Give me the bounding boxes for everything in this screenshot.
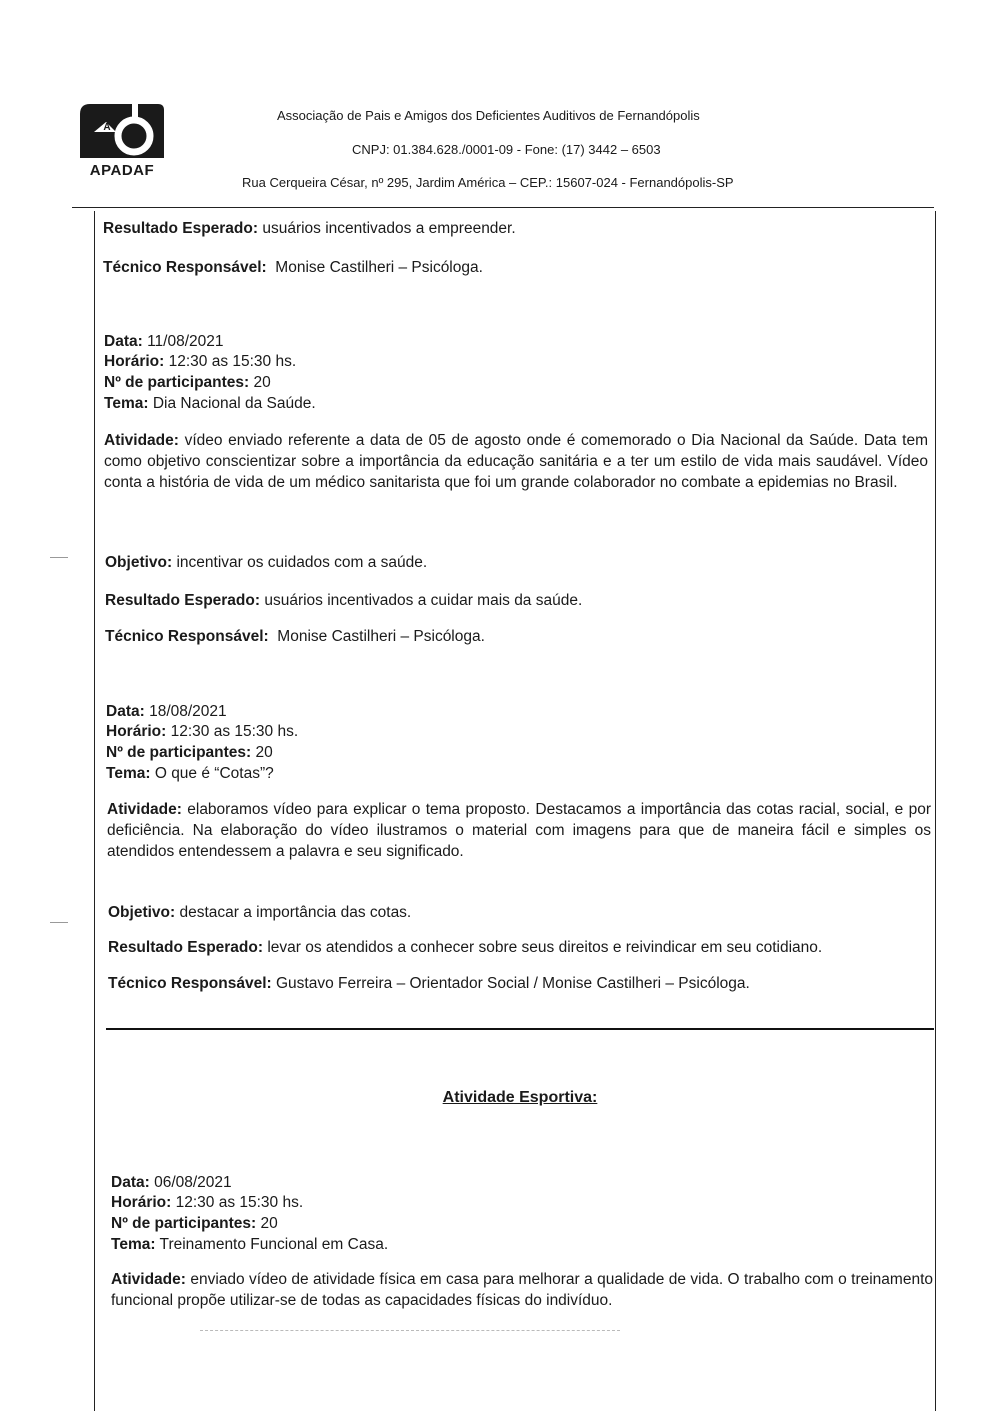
header-divider xyxy=(72,207,934,208)
block3-atividade: Atividade: enviado vídeo de atividade física em casa para melhorar a qualidade de vida. O trabalho com o treinamento funcional propõe utilizar-se de todas as capacidades físicas do indivíduo. xyxy=(111,1271,933,1309)
block2-tema: Tema: O que é “Cotas”? xyxy=(106,765,274,782)
block3-data: Data: 06/08/2021 xyxy=(111,1174,232,1191)
block3-horario: Horário: 12:30 as 15:30 hs. xyxy=(111,1194,304,1211)
svg-text:A: A xyxy=(103,122,111,133)
block2-resultado: Resultado Esperado: levar os atendidos a conhecer sobre seus direitos e reivindicar em seu cotidiano. xyxy=(108,939,823,956)
block1-atividade: Atividade: vídeo enviado referente a data de 05 de agosto onde é comemorado o Dia Nacional da Saúde. Data tem como objetivo conscientizar sobre a importância da educação sanitária e a ter um estilo de vida mais saudável. Vídeo conta a história de vida de um médico sanitarista que foi um grande colaborador no combate a epidemias no Brasil. xyxy=(104,432,928,491)
intro-tecnico: Técnico Responsável: Monise Castilheri – Psicóloga. xyxy=(103,259,483,276)
block1-tecnico: Técnico Responsável: Monise Castilheri – Psicóloga. xyxy=(105,628,485,645)
block1-data: Data: 11/08/2021 xyxy=(104,333,224,350)
block2-objetivo: Objetivo: destacar a importância das cotas. xyxy=(108,904,412,921)
org-name: Associação de Pais e Amigos dos Deficientes Auditivos de Fernandópolis xyxy=(277,108,700,123)
block2-horario: Horário: 12:30 as 15:30 hs. xyxy=(106,723,299,740)
block2-atividade: Atividade: elaboramos vídeo para explicar o tema proposto. Destacamos a importância das cotas racial, social, e por deficiência. Na elaboração do vídeo ilustramos o material com imagens para que de maneira fácil e simples os atendidos entendessem a palavra e seu significado. xyxy=(107,801,931,860)
margin-mark xyxy=(50,922,68,923)
block1-resultado: Resultado Esperado: usuários incentivados a cuidar mais da saúde. xyxy=(105,592,583,609)
address-line: Rua Cerqueira César, nº 295, Jardim América – CEP.: 15607-024 - Fernandópolis-SP xyxy=(242,175,734,190)
section-title: Atividade Esportiva: xyxy=(442,1089,598,1106)
block1-participantes: Nº de participantes: 20 xyxy=(104,374,271,391)
cut-off-text-line xyxy=(200,1330,620,1341)
section-divider xyxy=(106,1028,934,1030)
margin-mark xyxy=(50,557,68,558)
logo-text: APADAF xyxy=(89,162,155,179)
block1-objetivo: Objetivo: incentivar os cuidados com a saúde. xyxy=(105,554,428,571)
cnpj-line: CNPJ: 01.384.628./0001-09 - Fone: (17) 3442 – 6503 xyxy=(352,142,661,157)
block1-horario: Horário: 12:30 as 15:30 hs. xyxy=(104,353,297,370)
block3-tema: Tema: Treinamento Funcional em Casa. xyxy=(111,1236,389,1253)
block2-tecnico: Técnico Responsável: Gustavo Ferreira – Orientador Social / Monise Castilheri – Psicóloga. xyxy=(108,975,750,992)
block2-data: Data: 18/08/2021 xyxy=(106,703,227,720)
block1-tema: Tema: Dia Nacional da Saúde. xyxy=(104,395,316,412)
intro-resultado: Resultado Esperado: usuários incentivados a empreender. xyxy=(103,220,516,237)
block3-participantes: Nº de participantes: 20 xyxy=(111,1215,278,1232)
block2-participantes: Nº de participantes: 20 xyxy=(106,744,273,761)
